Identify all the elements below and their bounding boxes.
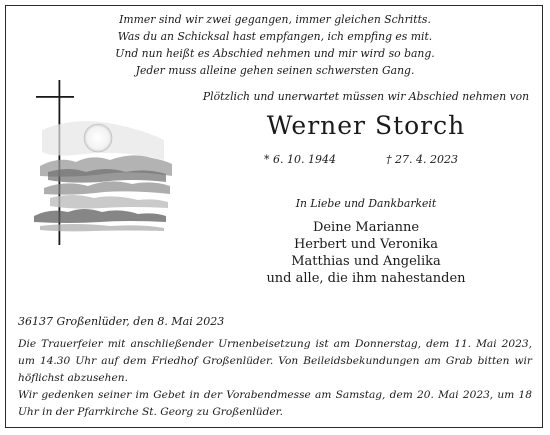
poem-line: Immer sind wir zwei gegangen, immer gleichen Schritts.	[119, 13, 431, 26]
family-line: Deine Marianne	[312, 220, 420, 235]
mass-details: Wir gedenken seiner im Gebet in der Vorabendmesse am Samstag, dem 20. Mai 2023, um 18 Uhr in der Pfarrkirche St. Georg zu Großenlüder.	[18, 389, 532, 418]
family-list	[196, 219, 536, 287]
cross-landscape-illustration	[14, 80, 174, 245]
place-date: 36137 Großenlüder, den 8. Mai 2023	[18, 315, 225, 328]
family-line: Matthias und Angelika	[291, 254, 441, 269]
death-date: † 27. 4. 2023	[386, 153, 458, 166]
deceased-name: Werner Storch	[266, 111, 466, 140]
family-line: und alle, die ihm nahestanden	[266, 271, 466, 286]
poem	[70, 11, 480, 79]
funeral-notice	[18, 336, 532, 421]
birth-date: * 6. 10. 1944	[264, 153, 336, 166]
family-line: Herbert und Veronika	[293, 237, 439, 252]
poem-line: Jeder muss alleine gehen seinen schwersten Gang.	[135, 64, 415, 77]
funeral-details: Die Trauerfeier mit anschließender Urnenbeisetzung ist am Donnerstag, dem 11. Mai 2023, um 14.30 Uhr auf dem Friedhof Großenlüder. Von Beileidsbekundungen am Grab bitten wir höflichst abzusehen.	[18, 338, 532, 384]
love-line: In Liebe und Dankbarkeit	[295, 197, 437, 210]
poem-line: Und nun heißt es Abschied nehmen und mir wird so bang.	[115, 47, 435, 60]
poem-line: Was du an Schicksal hast empfangen, ich empfing es mit.	[117, 30, 433, 43]
sun-icon	[84, 124, 112, 152]
intro-line: Plötzlich und unerwartet müssen wir Abschied nehmen von	[202, 90, 530, 103]
